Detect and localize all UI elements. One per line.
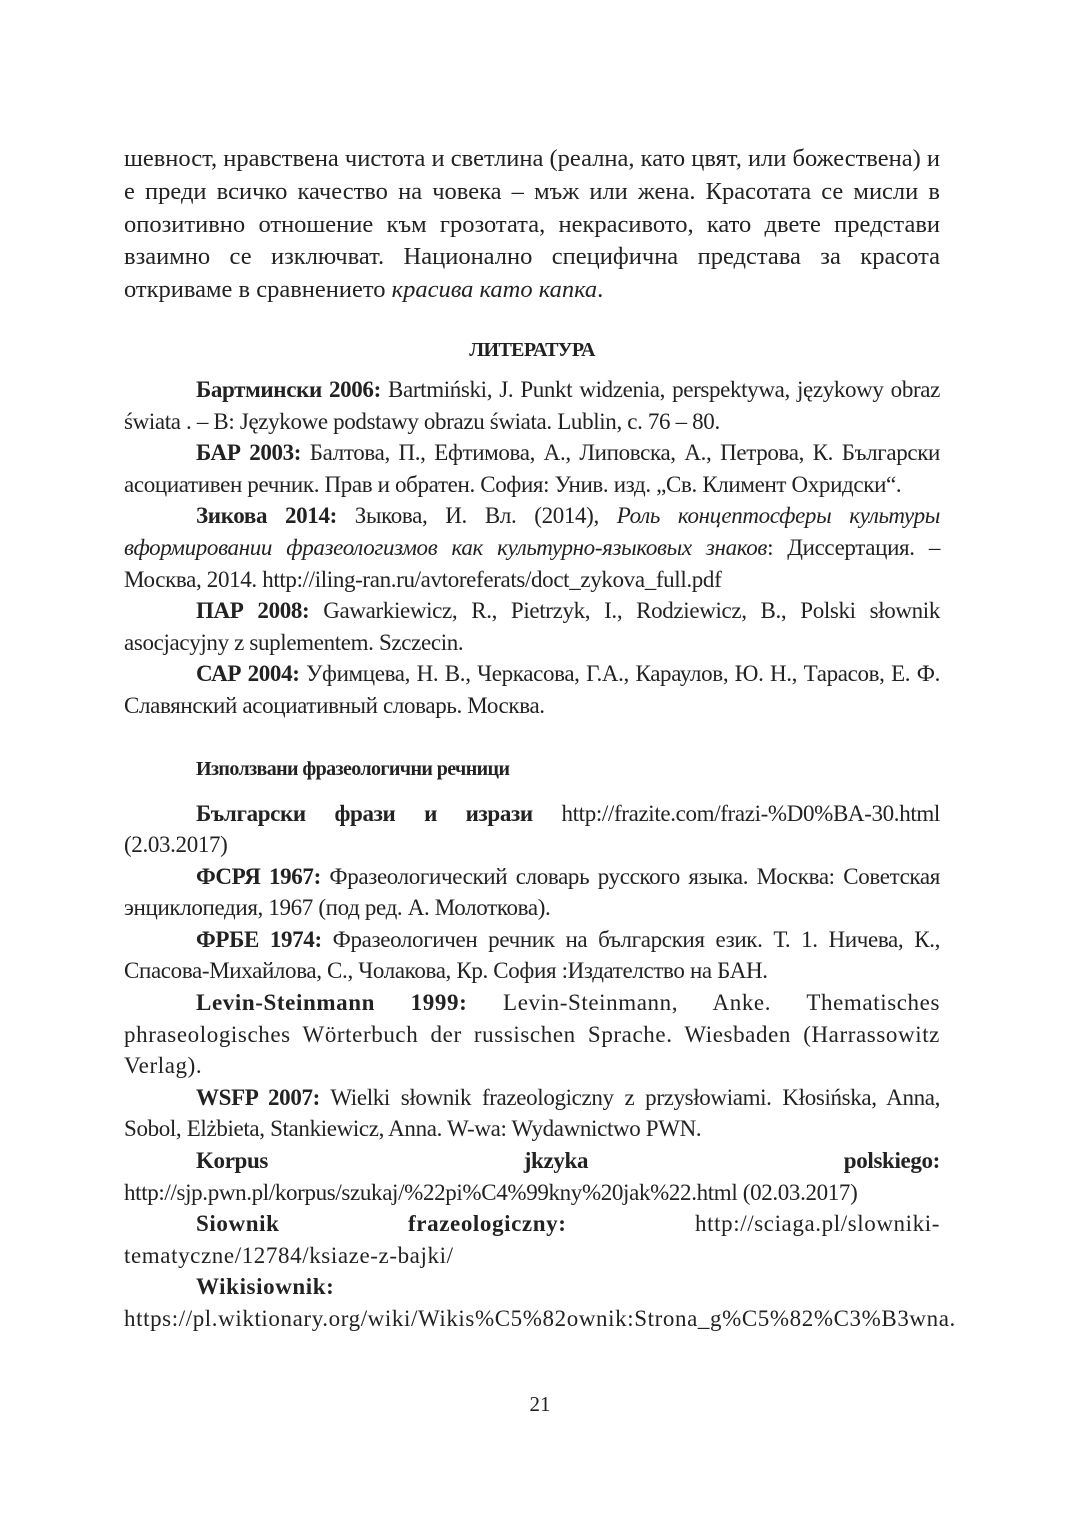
entry-key: Зикова 2014: xyxy=(196,503,337,529)
dictionary-entry xyxy=(124,987,940,1082)
literature-entry xyxy=(124,437,940,500)
entry-text: http://frazite.com/frazi-%D0%BA-30.html (2.03.2017) xyxy=(124,800,940,858)
entry-key: Wikisiownik: xyxy=(196,1274,335,1300)
entry-text: Фразеологичен речник на българския език. Т. 1. Ничева, К., Спасова-Михайлова, С., Чолакова, Кр. София :Издателство на БАН. xyxy=(124,926,940,984)
entry-key: ПАР 2008: xyxy=(196,598,310,624)
entry-text: Bartmiński, J. Punkt widzenia, perspektywa, językowy obraz świata . – В: Językowe podstawy obrazu świata. Lublin, с. 76 – 80. xyxy=(124,376,940,434)
entry-text: : Диссертация. – Москва, 2014. http://iling-ran.ru/avtoreferats/doct_zykova_full.pdf xyxy=(124,534,940,592)
intro-text: шевност, нравствена чистота и светлина (реална, като цвят, или божествена) и е преди всичко качество на човека – мъж или жена. Красотата се мисли в опозитивно отношение към грозотата, некрасивото, като двете представи взаимно се изключват. Национално специфична представа за красота откриваме в сравнението xyxy=(124,145,940,304)
entry-key: Siownik frazeologiczny: xyxy=(196,1211,567,1237)
entry-text: Балтова, П., Ефтимова, А., Липовска, А., Петрова, К. Български асоциативен речник. Прав и обратен. София: Унив. изд. „Св. Климент Охридски“. xyxy=(124,440,940,497)
page-number: 21 xyxy=(529,1392,551,1416)
entry-text: http://sjp.pwn.pl/korpus/szukaj/%22pi%C4%99kny%20jak%22.html (02.03.2017) xyxy=(124,1179,858,1205)
entry-text: https://pl.wiktionary.org/wiki/Wikis%C5%82ownik:Strona_g%C5%82%C3%B3wna. xyxy=(124,1306,956,1332)
literature-list xyxy=(124,374,940,722)
literature-entry xyxy=(124,658,940,721)
entry-text: Уфимцева, Н. В., Черкасова, Г.А., Караулов, Ю. Н., Тарасов, Е. Ф. Славянский асоциативный словарь. Москва. xyxy=(124,661,940,718)
entry-key: ФРБЕ 1974: xyxy=(196,926,322,952)
literature-entry xyxy=(124,374,940,437)
entry-key: ФСРЯ 1967: xyxy=(196,863,321,889)
entry-text: Фразеологический словарь русского языка. Москва: Советская энциклопедия, 1967 (под ред. А. Молоткова). xyxy=(124,863,940,921)
literature-entry xyxy=(124,595,940,658)
intro-end: . xyxy=(597,276,604,304)
dictionary-entry xyxy=(124,924,940,987)
dictionary-entry xyxy=(124,1208,940,1271)
entry-text: Зыкова, И. Вл. (2014), xyxy=(336,503,617,529)
entry-key: Korpus jkzyka polskiego: xyxy=(196,1148,940,1174)
dictionary-entry xyxy=(124,798,940,861)
entry-key: БАР 2003: xyxy=(196,440,302,466)
dictionaries-heading: Използвани фразеологични речници xyxy=(196,757,510,780)
dictionary-entry xyxy=(124,1145,940,1208)
entry-italic-title: Роль концептосферы культуры вформировании фразеологизмов как культурно-языковых знаков xyxy=(124,503,940,560)
entry-text: Wielki słownik frazeologiczny z przysłowiami. Kłosińska, Anna, Sobol, Elżbieta, Stankiewicz, Anna. W-wa: Wydawnictwo PWN. xyxy=(124,1084,941,1142)
entry-key: Levin-Steinmann 1999: xyxy=(196,990,468,1016)
entry-key: WSFP 2007: xyxy=(196,1084,320,1110)
entry-text: Levin-Steinmann, Anke. Thematisches phraseologisches Wörterbuch der russischen Sprache. Wiesbaden (Harrassowitz Verlag). xyxy=(124,990,941,1079)
entry-key: САР 2004: xyxy=(196,661,300,687)
literature-entry xyxy=(124,500,940,595)
intro-paragraph xyxy=(124,143,940,307)
entry-key: Български фрази и изрази xyxy=(196,800,533,826)
page-body xyxy=(124,143,956,1335)
dictionaries-list xyxy=(124,798,956,1335)
entry-text: Gawarkiewicz, R., Pietrzyk, I., Rodziewicz, B., Polski słownik asocjacyjny z suplementem. Szczecin. xyxy=(124,598,940,655)
entry-text: http://sciaga.pl/slowniki-tematyczne/12784/ksiaze-z-bajki/ xyxy=(124,1211,940,1268)
entry-key: Бартмински 2006: xyxy=(196,376,381,402)
dictionary-entry xyxy=(124,1082,940,1145)
literature-heading: ЛИТЕРАТУРА xyxy=(469,338,595,361)
dictionary-entry xyxy=(124,1271,956,1334)
dictionary-entry xyxy=(124,861,940,924)
intro-italic-phrase: красива като капка xyxy=(391,276,598,304)
